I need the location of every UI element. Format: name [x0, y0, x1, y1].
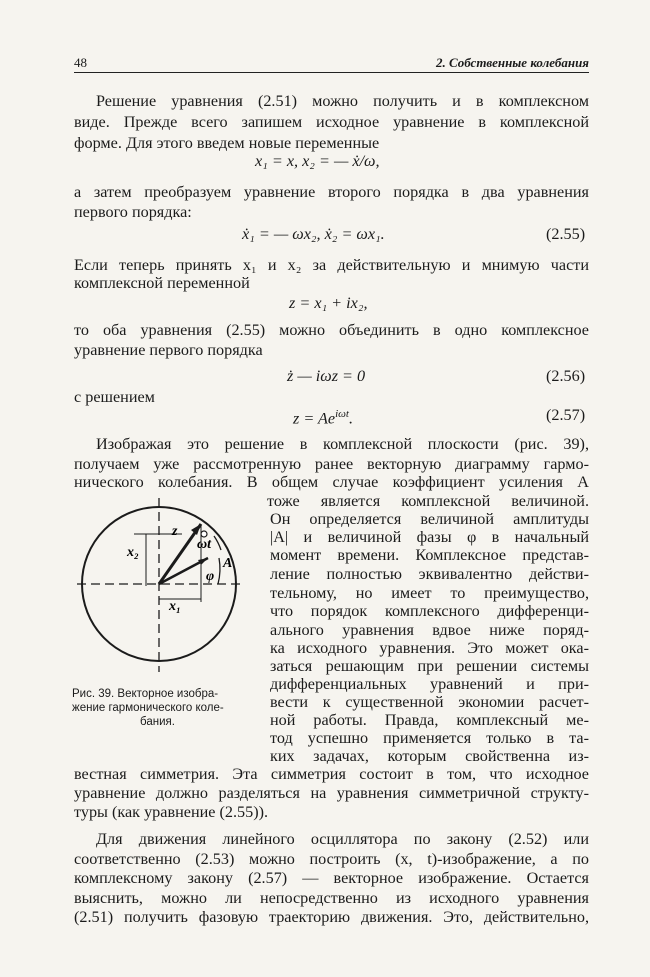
- figure-caption-line: бания.: [140, 716, 175, 728]
- text-line: с решением: [74, 388, 155, 406]
- equation-number: (2.55): [546, 225, 586, 243]
- equation-number: (2.57): [546, 406, 586, 424]
- text-line: ной работы. Правда, комплексный ме-: [270, 711, 589, 729]
- figure-caption-line: жение гармонического коле-: [72, 702, 224, 714]
- equation-2-57-exponent: iωt: [335, 408, 349, 420]
- text-line: комплексному закону (2.57) — векторное изображение. Остается: [74, 869, 589, 887]
- text-line: то оба уравнения (2.55) можно объединить в одно комплексное: [74, 321, 589, 339]
- text-line: уравнение первого порядка: [74, 341, 263, 359]
- equation-number: (2.56): [546, 367, 586, 385]
- text-line: получаем уже рассмотренную ранее векторную диаграмму гармо-: [74, 455, 589, 473]
- text-line: ление полностью эквивалентно действи-: [270, 565, 589, 583]
- text-line: туры (как уравнение (2.55)).: [74, 803, 269, 821]
- text-line: Если теперь принять x₁ и x₂ за действительную и мнимую части: [74, 256, 589, 274]
- figure-caption-line: Рис. 39. Векторное изобра-: [72, 688, 219, 700]
- equation-2-56: ż — iωz = 0: [287, 367, 366, 385]
- text-line: уравнение должно разделяться на уравнения симметричной структу-: [74, 784, 589, 802]
- text-line: вести к существенной экономии расчет-: [270, 693, 589, 711]
- text-line: тельному, но имеет то преимущество,: [270, 584, 589, 602]
- text-line: нического колебания. В общем случае коэффициент усиления A: [74, 473, 589, 491]
- label-x1: x₁: [169, 599, 181, 614]
- vector-z-arrowhead: [191, 524, 201, 535]
- text-line: выяснить, можно ли непосредственно из исходного уравнения: [74, 889, 589, 907]
- equation-2-57: $z = Ae^{i\omega t}$.: [293, 408, 354, 428]
- text-line: тод успешно применяется только в та-: [270, 729, 589, 747]
- label-omega-t: ωt: [197, 537, 212, 552]
- equation-2-57-base: z = Ae: [293, 409, 336, 428]
- label-phi: φ: [206, 569, 215, 584]
- page-header: [74, 55, 589, 75]
- text-line: момент времени. Комплексное представ-: [270, 546, 589, 564]
- text-line: заться решающим при решении системы: [270, 657, 589, 675]
- text-line: ких задачах, которым свойственна из-: [270, 747, 589, 765]
- label-x2: x₂: [127, 545, 139, 560]
- text-line: первого порядка:: [74, 203, 192, 221]
- running-title: 2. Собственные колебания: [435, 55, 589, 70]
- text-line: Изображая это решение в комплексной плоскости (рис. 39),: [96, 435, 589, 453]
- text-line: соответственно (2.53) можно построить (x, t)-изображение, а по: [74, 850, 589, 868]
- vector-diagram: [72, 492, 252, 682]
- text-line: (2.51) получить фазовую траекторию движения. Это, действительно,: [74, 908, 589, 926]
- phase-arc: [218, 558, 220, 584]
- text-line: Для движения линейного осциллятора по закону (2.52) или: [96, 830, 589, 848]
- text-line: тоже является комплексной величиной.: [267, 492, 589, 510]
- text-line: дифференциальных уравнений и при-: [270, 675, 589, 693]
- equation-2-55: ẋ₁ = — ωx₂, ẋ₂ = ωx₁.: [242, 225, 385, 243]
- label-A: A: [223, 556, 233, 571]
- text-line: Решение уравнения (2.51) можно получить и в комплексном: [96, 92, 589, 110]
- equation-z: z = x₁ + ix₂,: [289, 294, 368, 312]
- text-line: ка исходного уравнения. Это может ока-: [270, 639, 589, 657]
- label-z: z: [172, 524, 178, 539]
- text-line: форме. Для этого введем новые переменные: [74, 134, 380, 152]
- text-line: вестная симметрия. Эта симметрия состоит в том, что исходное: [74, 765, 589, 783]
- text-line: Он определяется величиной амплитуды: [270, 510, 589, 528]
- text-line: а затем преобразуем уравнение второго порядка в два уравнения: [74, 183, 589, 201]
- equation-new-variables: x₁ = x, x₂ = — ẋ/ω,: [255, 152, 380, 170]
- text-line: виде. Прежде всего запишем исходное уравнение в комплексной: [74, 113, 589, 131]
- text-line: что порядок комплексного дифференци-: [270, 602, 589, 620]
- text-line: комплексной переменной: [74, 274, 250, 292]
- page-number: 48: [74, 55, 87, 70]
- vector-A-arrowhead: [198, 558, 208, 565]
- header-rule: [74, 72, 589, 73]
- text-line: ального уравнения вдвое ниже поряд-: [270, 621, 589, 639]
- text-line: |A| и величиной фазы φ в начальный: [270, 528, 589, 546]
